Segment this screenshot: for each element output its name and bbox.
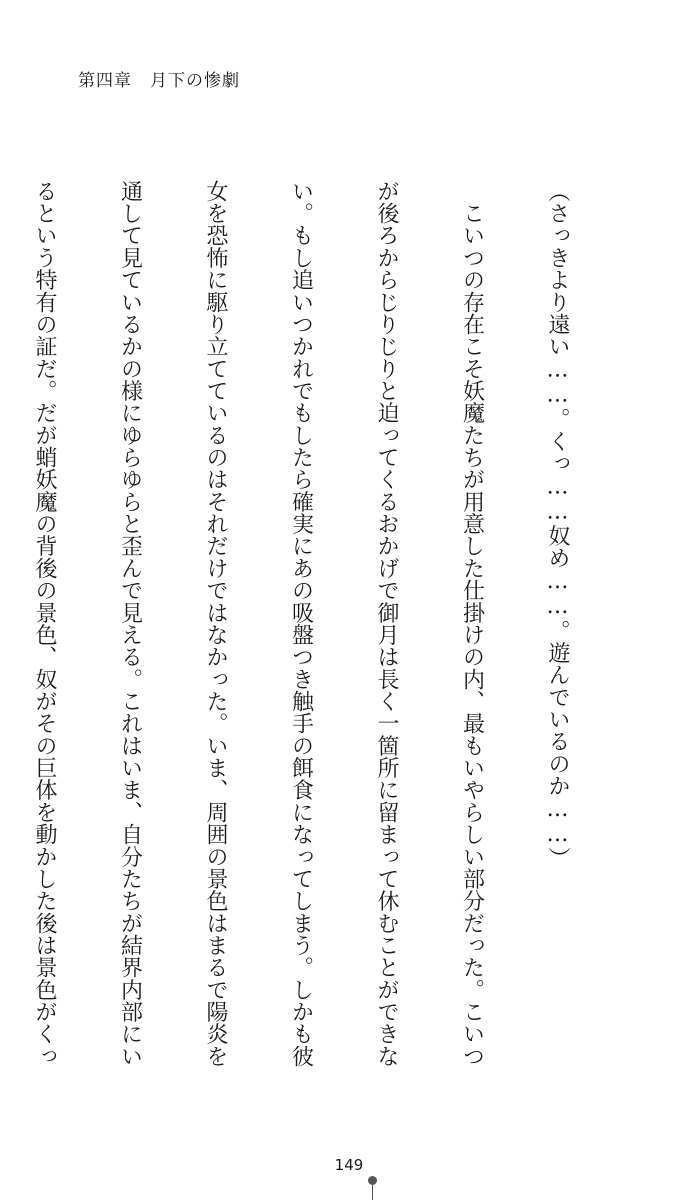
text-line: 女を恐怖に駆り立てているのはそれだけではなかった。いま、周囲の景色はまるで陽炎を bbox=[203, 180, 228, 1068]
text-line: 通して見ているかの様にゆらゆらと歪んで見える。これはいま、自分たちが結界内部にい bbox=[117, 180, 143, 1068]
page-marker-stem bbox=[372, 1185, 373, 1200]
chapter-header: 第四章 月下の惨劇 bbox=[78, 71, 240, 91]
text-line: こいつの存在こそ妖魔たちが用意した仕掛けの内、最もいやらしい部分だった。こいつ bbox=[459, 180, 485, 1068]
text-line: が後ろからじりじりと迫ってくるおかげで御月は長く一箇所に留まって休むことができな bbox=[374, 180, 399, 1068]
text-line: （さっきより遠い……。くっ……奴め……。遊んでいるのか……） bbox=[545, 180, 570, 870]
text-line: るという特有の証だ。だが蛸妖魔の背後の景色、奴がその巨体を動かした後は景色がくっ bbox=[32, 180, 57, 1068]
text-line: い。もし追いつかれでもしたら確実にあの吸盤つき触手の餌食になってしまう。しかも彼 bbox=[288, 180, 314, 1068]
page-marker-dot bbox=[368, 1176, 377, 1185]
body-text bbox=[0, 180, 628, 1068]
page-number: 149 bbox=[334, 1156, 364, 1174]
